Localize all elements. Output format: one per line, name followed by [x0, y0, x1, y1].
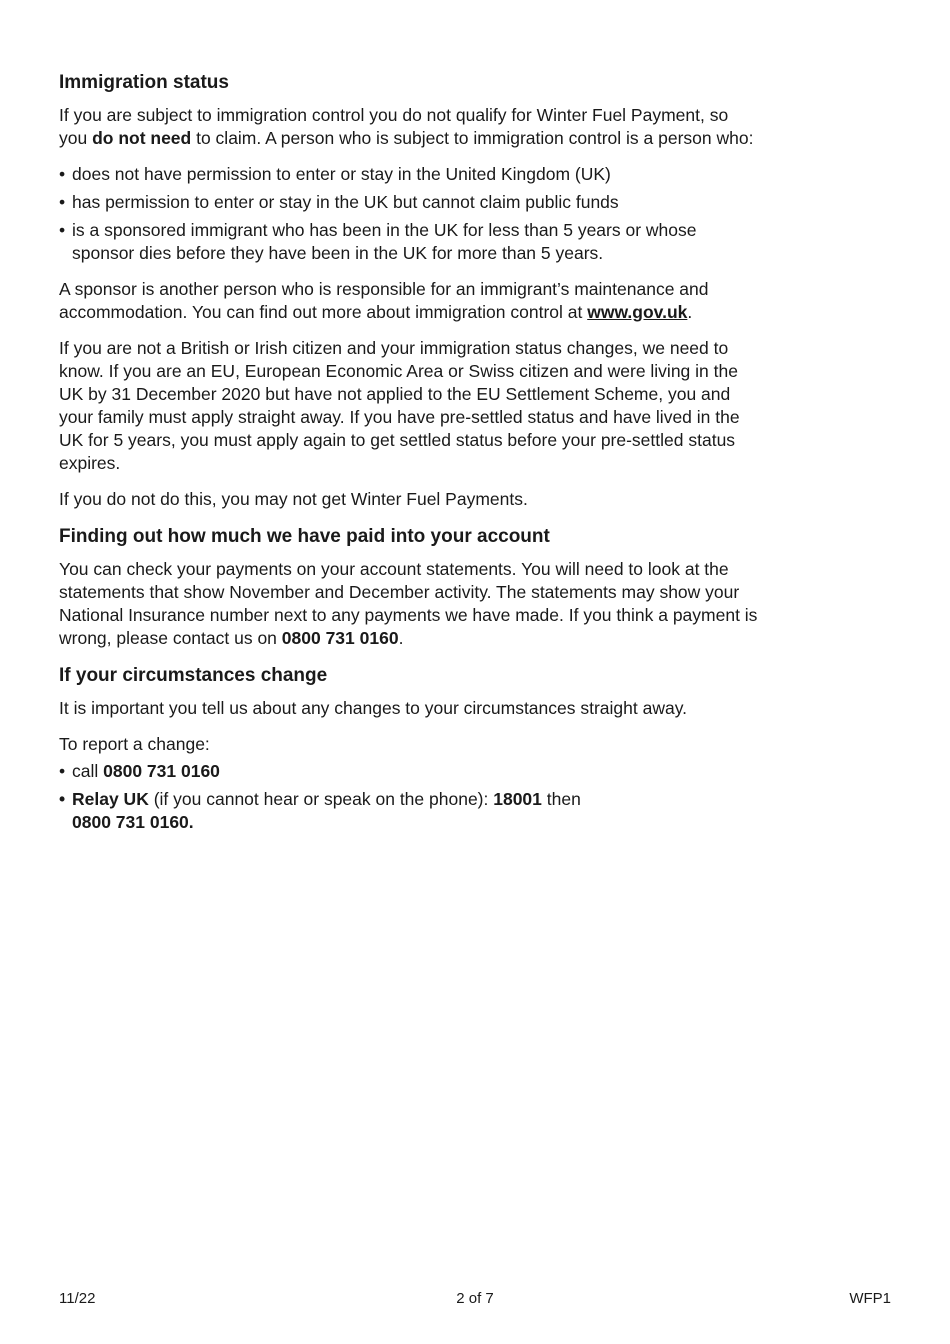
status-change-paragraph: If you are not a British or Irish citizen and your immigration status changes, we need to know. If you are an EU, European Economic Area or Swiss citizen and were living in the UK by 31 December 2020 but have not applied to the EU Settlement Scheme, you and your family must apply straight away. If you have pre-settled status and have lived in the UK for 5 years, you must apply again to get settled status before your pre-settled status expires. — [59, 338, 740, 473]
payments-end: . — [398, 628, 404, 648]
payments-text: You can check your payments on your account statements. You will need to look at the statements that show November and December activity. The statements may show your National Insurance number next to any payments we have made. If you think a payment is wrong, please contact us on — [59, 559, 758, 648]
sponsor-paragraph — [59, 278, 759, 324]
intro-text-a: If you are subject to immigration control you do not qualify for Winter Fuel Payment, so you — [59, 105, 729, 148]
sponsor-end: . — [687, 302, 693, 322]
payments-paragraph — [59, 558, 759, 650]
document-page — [59, 70, 759, 847]
relay-phone: 0800 731 0160. — [72, 812, 194, 832]
relay-then: then — [541, 789, 581, 809]
page-footer — [59, 1290, 891, 1310]
list-item: • has permission to enter or stay in the UK but cannot claim public funds — [59, 191, 759, 214]
footer-page-number: 2 of 7 — [456, 1290, 494, 1307]
intro-text-b: to claim. A person who is subject to immigration control is a person who: — [191, 128, 754, 148]
payments-heading: Finding out how much we have paid into your account — [59, 526, 550, 547]
list-item — [59, 788, 759, 834]
relay-text: (if you cannot hear or speak on the phone): — [148, 789, 494, 809]
relay-number: 18001 — [493, 789, 542, 809]
relay-label: Relay UK — [72, 789, 149, 809]
footer-form-code: WFP1 — [849, 1290, 891, 1307]
call-label: call — [72, 761, 104, 781]
list-item: • does not have permission to enter or stay in the United Kingdom (UK) — [59, 163, 759, 186]
circumstances-heading: If your circumstances change — [59, 665, 328, 686]
intro-bold: do not need — [92, 128, 192, 148]
footer-date: 11/22 — [59, 1290, 96, 1307]
list-item — [59, 760, 759, 783]
call-phone: 0800 731 0160 — [103, 761, 220, 781]
list-item: • is a sponsored immigrant who has been in the UK for less than 5 years or whose sponsor dies before they have been in the UK for more than 5 years. — [59, 219, 759, 265]
circumstances-paragraph: It is important you tell us about any changes to your circumstances straight away. — [59, 698, 688, 718]
report-intro: To report a change: — [59, 734, 210, 754]
gov-uk-link[interactable]: www.gov.uk — [587, 302, 688, 322]
sponsor-text: A sponsor is another person who is responsible for an immigrant’s maintenance and accommodation. You can find out more about immigration control at — [59, 279, 709, 322]
immigration-bullet-list — [59, 163, 759, 265]
payments-phone: 0800 731 0160 — [281, 628, 399, 648]
immigration-intro — [59, 104, 759, 150]
warning-paragraph: If you do not do this, you may not get Winter Fuel Payments. — [59, 489, 528, 509]
report-bullet-list — [59, 760, 759, 834]
immigration-heading: Immigration status — [59, 72, 229, 93]
